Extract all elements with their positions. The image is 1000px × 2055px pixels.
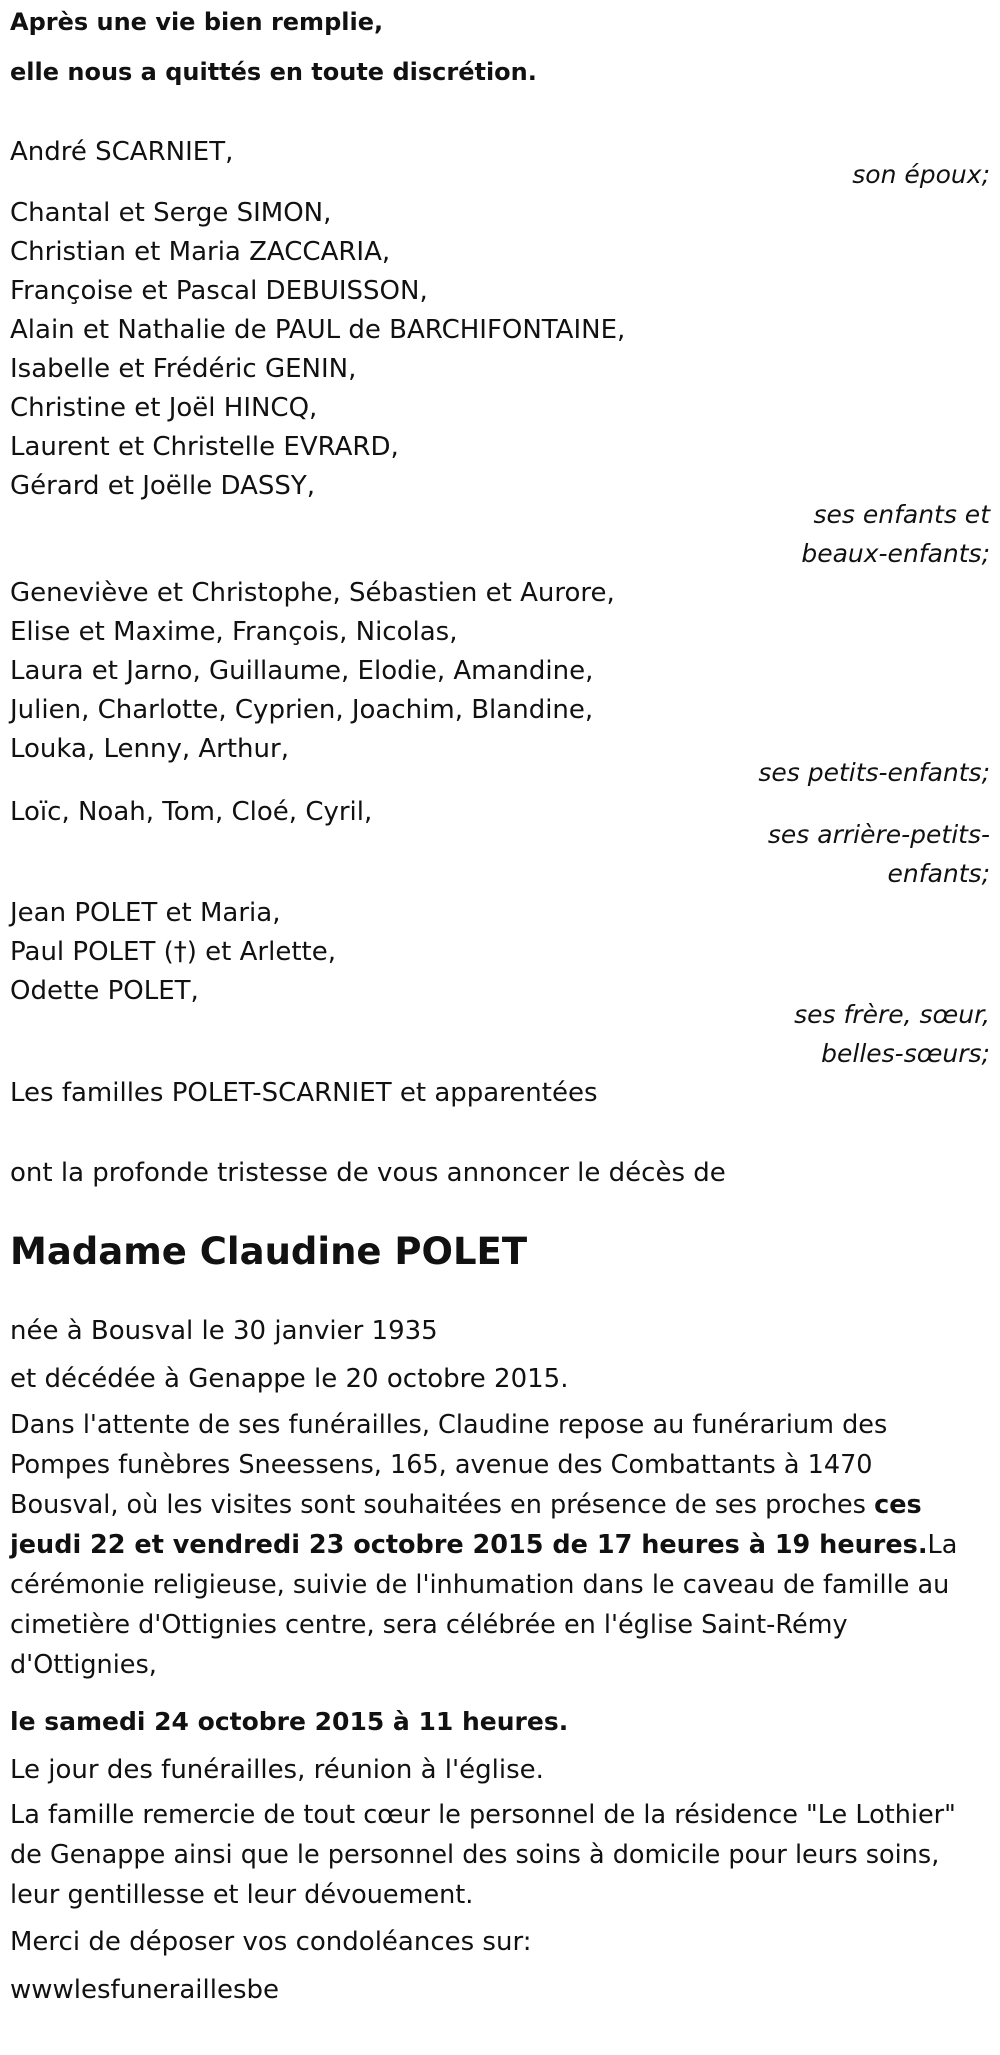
birth-line: née à Bousval le 30 janvier 1935 <box>10 1316 438 1346</box>
ceremony-date: le samedi 24 octobre 2015 à 11 heures. <box>10 1707 569 1736</box>
sibling-line: Odette POLET, <box>10 976 199 1006</box>
child-name: Christian et Maria ZACCARIA, <box>10 237 391 267</box>
child-name: Isabelle et Frédéric GENIN, <box>10 354 357 384</box>
sibling-line: Jean POLET et Maria, <box>10 898 281 928</box>
death-line: et décédée à Genappe le 20 octobre 2015. <box>10 1364 569 1394</box>
grandchild-line: Laura et Jarno, Guillaume, Elodie, Amandine, <box>10 656 594 686</box>
families-line: Les familles POLET-SCARNIET et apparentées <box>10 1078 598 1108</box>
grandchild-line: Julien, Charlotte, Cyprien, Joachim, Blandine, <box>10 695 594 725</box>
child-name: Françoise et Pascal DEBUISSON, <box>10 276 428 306</box>
meeting-line: Le jour des funérailles, réunion à l'église. <box>10 1755 544 1785</box>
children-role-line-2: beaux-enfants; <box>801 539 990 568</box>
website-link[interactable]: wwwlesfuneraillesbe <box>10 1975 280 2005</box>
sibling-line: Paul POLET (†) et Arlette, <box>10 937 336 967</box>
thanks-paragraph: La famille remercie de tout cœur le personnel de la résidence "Le Lothier" de Genappe ainsi que le personnel des soins à domicile pour leurs soins, leur gentillesse et leur dévouement. <box>10 1800 956 1910</box>
visit-text: Dans l'attente de ses funérailles, Claudine repose au funérarium des Pompes funèbres Sneessens, 165, avenue des Combattants à 1470 Bousval, où les visites sont souhaitées en présence de ses proches <box>10 1410 888 1520</box>
great-grandchildren-names: Loïc, Noah, Tom, Cloé, Cyril, <box>10 797 373 827</box>
intro-line-2: elle nous a quittés en toute discrétion. <box>10 58 537 86</box>
husband-role: son époux; <box>852 160 990 189</box>
condolences-line: Merci de déposer vos condoléances sur: <box>10 1927 532 1957</box>
great-grandchildren-role-line-1: ses arrière-petits- <box>767 820 990 849</box>
siblings-role-line-2: belles-sœurs; <box>821 1039 990 1068</box>
child-name: Laurent et Christelle EVRARD, <box>10 432 399 462</box>
grandchildren-role: ses petits-enfants; <box>758 758 990 787</box>
deceased-name: Madame Claudine POLET <box>10 1230 528 1273</box>
ceremony-text: La cérémonie religieuse, suivie de l'inhumation dans le caveau de famille au cimetière d'Ottignies centre, sera célébrée en l'église Saint-Rémy d'Ottignies, <box>10 1530 958 1680</box>
child-name: Christine et Joël HINCQ, <box>10 393 318 423</box>
grandchild-line: Elise et Maxime, François, Nicolas, <box>10 617 458 647</box>
grandchild-line: Louka, Lenny, Arthur, <box>10 734 289 764</box>
visit-dates: ces jeudi 22 et vendredi 23 octobre 2015 de 17 heures à 19 heures. <box>10 1490 928 1560</box>
child-name: Chantal et Serge SIMON, <box>10 198 332 228</box>
intro-line-1: Après une vie bien remplie, <box>10 8 384 36</box>
grandchild-line: Geneviève et Christophe, Sébastien et Aurore, <box>10 578 615 608</box>
children-role-line-1: ses enfants et <box>813 500 990 529</box>
siblings-role-line-1: ses frère, sœur, <box>794 1000 990 1029</box>
child-name: Alain et Nathalie de PAUL de BARCHIFONTAINE, <box>10 315 626 345</box>
visit-paragraph <box>10 1405 985 1685</box>
great-grandchildren-role-line-2: enfants; <box>887 859 990 888</box>
child-name: Gérard et Joëlle DASSY, <box>10 471 316 501</box>
announcement-line: ont la profonde tristesse de vous annoncer le décès de <box>10 1158 726 1188</box>
husband-name: André SCARNIET, <box>10 137 234 167</box>
